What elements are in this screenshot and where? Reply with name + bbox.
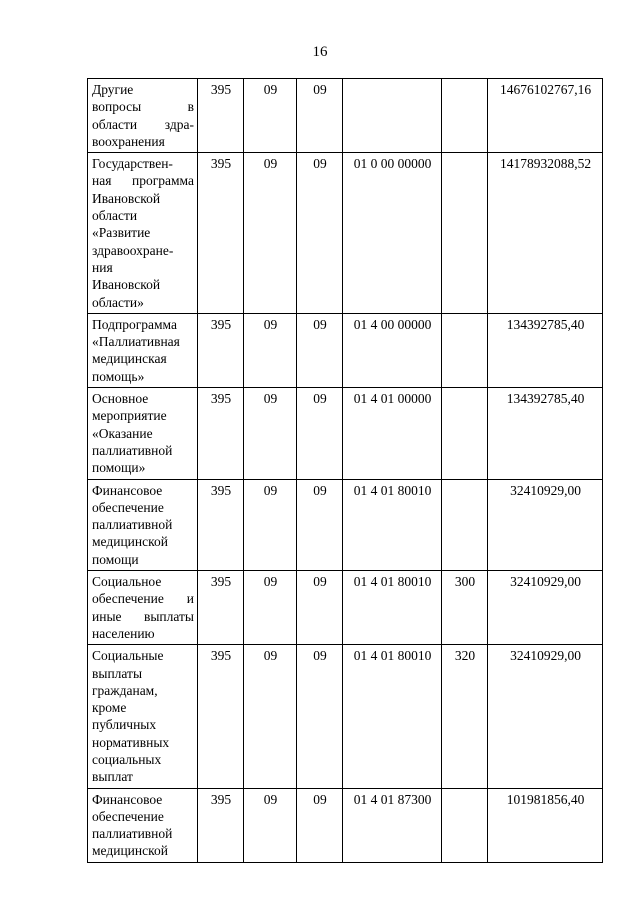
row-name-line: Социальное [92, 574, 162, 590]
expense-type-cell: 320 [442, 645, 488, 788]
row-name-line: Основное [92, 391, 149, 407]
section-code-cell: 09 [244, 788, 297, 862]
row-name-line: мероприятие [92, 408, 167, 424]
target-article-cell: 01 4 01 87300 [343, 788, 442, 862]
row-name-line: области [92, 208, 138, 224]
row-name-line: обеспечение и [92, 591, 194, 607]
row-name-line: Социальные [92, 648, 164, 664]
row-name-line: помощи» [92, 460, 146, 476]
row-name-line: Ивановской [92, 277, 161, 293]
row-name-line: Ивановской [92, 190, 161, 206]
section-code-cell: 09 [244, 571, 297, 645]
row-name-line: медицинской [92, 843, 168, 859]
expense-type-cell [442, 153, 488, 314]
row-name-cell [88, 479, 198, 570]
subsection-code-cell: 09 [297, 153, 343, 314]
row-name-cell [88, 79, 198, 153]
target-article-cell [343, 79, 442, 153]
row-name-cell [88, 153, 198, 314]
grbs-code-cell: 395 [198, 388, 244, 479]
row-name-line: «Оказание [92, 425, 153, 441]
table-row [88, 153, 603, 314]
expense-type-cell [442, 313, 488, 387]
target-article-cell: 01 4 01 00000 [343, 388, 442, 479]
row-name-line: социальных [92, 751, 162, 767]
row-name-line: здравоохране- [92, 242, 174, 258]
row-name-line: «Паллиативная [92, 334, 180, 350]
row-name-line: иные выплаты [92, 608, 194, 624]
expense-type-cell [442, 479, 488, 570]
row-name-line: ния [92, 259, 113, 275]
amount-cell: 14178932088,52 [488, 153, 603, 314]
amount-cell: 134392785,40 [488, 388, 603, 479]
section-code-cell: 09 [244, 645, 297, 788]
row-name-line: Финансовое [92, 791, 163, 807]
expense-type-cell [442, 388, 488, 479]
target-article-cell: 01 4 01 80010 [343, 571, 442, 645]
amount-cell: 32410929,00 [488, 479, 603, 570]
budget-table [87, 78, 603, 863]
amount-cell: 134392785,40 [488, 313, 603, 387]
subsection-code-cell: 09 [297, 571, 343, 645]
expense-type-cell [442, 79, 488, 153]
row-name-line: помощь» [92, 368, 145, 384]
target-article-cell: 01 4 01 80010 [343, 479, 442, 570]
table-row [88, 788, 603, 862]
amount-cell: 32410929,00 [488, 571, 603, 645]
table-row [88, 79, 603, 153]
target-article-cell: 01 4 01 80010 [343, 645, 442, 788]
grbs-code-cell: 395 [198, 313, 244, 387]
row-name-line: Государствен- [92, 156, 173, 172]
row-name-line: ная программа [92, 173, 194, 189]
grbs-code-cell: 395 [198, 79, 244, 153]
row-name-cell [88, 388, 198, 479]
target-article-cell: 01 0 00 00000 [343, 153, 442, 314]
row-name-cell [88, 788, 198, 862]
grbs-code-cell: 395 [198, 645, 244, 788]
amount-cell: 101981856,40 [488, 788, 603, 862]
row-name-line: области здра- [92, 116, 194, 132]
expense-type-cell [442, 788, 488, 862]
row-name-line: паллиативной [92, 442, 173, 458]
row-name-line: медицинская [92, 351, 167, 367]
table-row [88, 571, 603, 645]
row-name-line: паллиативной [92, 826, 173, 842]
row-name-line: кроме [92, 700, 127, 716]
amount-cell: 32410929,00 [488, 645, 603, 788]
target-article-cell: 01 4 00 00000 [343, 313, 442, 387]
row-name-line: медицинской [92, 534, 168, 550]
row-name-line: населению [92, 625, 155, 641]
row-name-cell [88, 313, 198, 387]
row-name-line: гражданам, [92, 682, 158, 698]
table-row [88, 479, 603, 570]
grbs-code-cell: 395 [198, 571, 244, 645]
row-name-cell [88, 645, 198, 788]
row-name-line: «Развитие [92, 225, 151, 241]
subsection-code-cell: 09 [297, 645, 343, 788]
row-name-line: области» [92, 294, 144, 310]
row-name-line: выплаты [92, 665, 143, 681]
page-number: 16 [312, 44, 328, 60]
row-name-line: Подпрограмма [92, 316, 177, 332]
subsection-code-cell: 09 [297, 313, 343, 387]
subsection-code-cell: 09 [297, 479, 343, 570]
section-code-cell: 09 [244, 479, 297, 570]
subsection-code-cell: 09 [297, 79, 343, 153]
row-name-line: помощи [92, 551, 139, 567]
row-name-line: выплат [92, 769, 133, 785]
subsection-code-cell: 09 [297, 788, 343, 862]
row-name-line: обеспечение [92, 499, 164, 515]
grbs-code-cell: 395 [198, 479, 244, 570]
section-code-cell: 09 [244, 79, 297, 153]
row-name-line: нормативных [92, 734, 170, 750]
row-name-line: обеспечение [92, 808, 164, 824]
table-row [88, 313, 603, 387]
grbs-code-cell: 395 [198, 153, 244, 314]
amount-cell: 14676102767,16 [488, 79, 603, 153]
section-code-cell: 09 [244, 153, 297, 314]
row-name-line: воохранения [92, 133, 165, 149]
expense-type-cell: 300 [442, 571, 488, 645]
row-name-line: Финансовое [92, 482, 163, 498]
table-row [88, 388, 603, 479]
row-name-cell [88, 571, 198, 645]
section-code-cell: 09 [244, 388, 297, 479]
subsection-code-cell: 09 [297, 388, 343, 479]
row-name-line: вопросы в [92, 99, 194, 115]
grbs-code-cell: 395 [198, 788, 244, 862]
budget-table-body [88, 79, 603, 863]
section-code-cell: 09 [244, 313, 297, 387]
row-name-line: паллиативной [92, 517, 173, 533]
table-row [88, 645, 603, 788]
row-name-line: Другие [92, 82, 134, 97]
row-name-line: публичных [92, 717, 157, 733]
